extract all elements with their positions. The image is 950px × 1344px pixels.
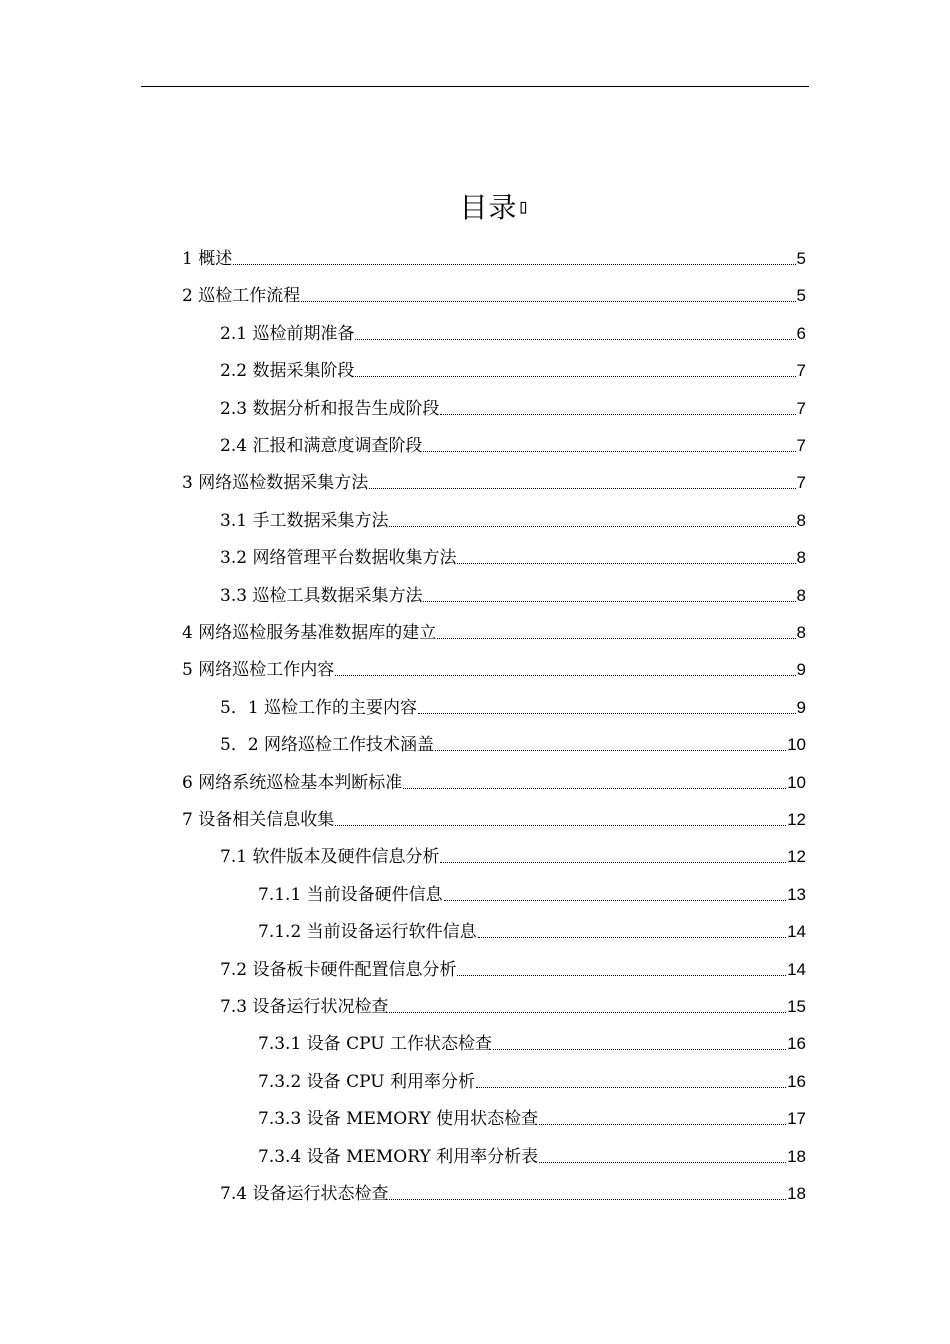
toc-entry[interactable] bbox=[220, 546, 806, 570]
toc-entry[interactable] bbox=[182, 471, 806, 495]
toc-entry-label: 2.4 汇报和满意度调查阶段 bbox=[220, 436, 423, 456]
toc-entry[interactable] bbox=[220, 359, 806, 383]
toc-entry[interactable] bbox=[258, 1145, 806, 1169]
toc-dot-leader bbox=[457, 958, 786, 982]
toc-dot-leader bbox=[493, 1032, 786, 1056]
toc-entry[interactable] bbox=[182, 284, 806, 308]
toc-entry-page-number: 7 bbox=[796, 436, 806, 455]
toc-entry-label: 7.3.3 设备 MEMORY 使用状态检查 bbox=[258, 1109, 539, 1129]
toc-title-text: 目录 bbox=[459, 191, 518, 224]
toc-dot-leader bbox=[335, 658, 795, 682]
toc-entry-label: 5 网络巡检工作内容 bbox=[182, 660, 335, 680]
toc-entry-label: 2.2 数据采集阶段 bbox=[220, 361, 355, 381]
toc-dot-leader bbox=[403, 771, 786, 795]
toc-entry-page-number: 10 bbox=[787, 735, 806, 754]
toc-entry-page-number: 18 bbox=[787, 1147, 806, 1166]
toc-entry-label: 5．1 巡检工作的主要内容 bbox=[220, 698, 418, 718]
toc-dot-leader bbox=[355, 359, 795, 383]
toc-dot-leader bbox=[389, 509, 795, 533]
toc-entry-page-number: 14 bbox=[787, 960, 806, 979]
toc-entry-page-number: 5 bbox=[796, 249, 806, 268]
toc-entry-label: 7.3.2 设备 CPU 利用率分析 bbox=[258, 1072, 475, 1092]
toc-entry[interactable] bbox=[220, 397, 806, 421]
toc-entry[interactable] bbox=[258, 1107, 806, 1131]
toc-entry[interactable] bbox=[220, 958, 806, 982]
toc-entry-page-number: 12 bbox=[787, 810, 806, 829]
toc-entry-page-number: 18 bbox=[787, 1184, 806, 1203]
toc-dot-leader bbox=[423, 584, 795, 608]
toc-entry-label: 7.1 软件版本及硬件信息分析 bbox=[220, 847, 440, 867]
toc-entry-page-number: 5 bbox=[796, 286, 806, 305]
toc-dot-leader bbox=[389, 1182, 786, 1206]
toc-dot-leader bbox=[440, 397, 795, 421]
toc-entry-label: 7.1.2 当前设备运行软件信息 bbox=[258, 922, 477, 942]
toc-dot-leader bbox=[389, 995, 786, 1019]
toc-entry-page-number: 16 bbox=[787, 1034, 806, 1053]
toc-dot-leader bbox=[355, 322, 795, 346]
toc-entry-label: 4 网络巡检服务基准数据库的建立 bbox=[182, 623, 437, 643]
toc-entry-label: 7.3.4 设备 MEMORY 利用率分析表 bbox=[258, 1147, 539, 1167]
toc-entry-page-number: 16 bbox=[787, 1072, 806, 1091]
toc-entry[interactable] bbox=[220, 995, 806, 1019]
toc-entry[interactable] bbox=[258, 920, 806, 944]
toc-entry[interactable] bbox=[258, 883, 806, 907]
toc-entry[interactable] bbox=[220, 584, 806, 608]
toc-entry[interactable] bbox=[258, 1032, 806, 1056]
toc-dot-leader bbox=[478, 920, 786, 944]
toc-entry[interactable] bbox=[182, 247, 806, 271]
toc-entry-page-number: 8 bbox=[796, 548, 806, 567]
toc-entry-label: 3.1 手工数据采集方法 bbox=[220, 511, 389, 531]
toc-dot-leader bbox=[437, 621, 795, 645]
toc-entry-label: 7 设备相关信息收集 bbox=[182, 810, 335, 830]
toc-entry-label: 3.2 网络管理平台数据收集方法 bbox=[220, 548, 457, 568]
toc-dot-leader bbox=[457, 546, 795, 570]
toc-entry[interactable] bbox=[220, 434, 806, 458]
toc-entry-label: 2.3 数据分析和报告生成阶段 bbox=[220, 399, 440, 419]
toc-entry-page-number: 8 bbox=[796, 586, 806, 605]
toc-entry-page-number: 7 bbox=[796, 399, 806, 418]
toc-entry-label: 7.1.1 当前设备硬件信息 bbox=[258, 885, 443, 905]
toc-dot-leader bbox=[539, 1145, 786, 1169]
toc-entry-label: 7.4 设备运行状态检查 bbox=[220, 1184, 389, 1204]
toc-entry[interactable] bbox=[220, 509, 806, 533]
toc-entry-page-number: 10 bbox=[787, 773, 806, 792]
toc-entry-label: 2.1 巡检前期准备 bbox=[220, 324, 355, 344]
header-rule bbox=[141, 86, 809, 87]
toc-entry-page-number: 17 bbox=[787, 1109, 806, 1128]
toc-entry-label: 1 概述 bbox=[182, 249, 233, 269]
toc-entry-label: 3.3 巡检工具数据采集方法 bbox=[220, 586, 423, 606]
toc-dot-leader bbox=[369, 471, 795, 495]
toc-dot-leader bbox=[435, 733, 786, 757]
toc-entry-page-number: 9 bbox=[796, 698, 806, 717]
toc-dot-leader bbox=[476, 1070, 786, 1094]
toc-entry[interactable] bbox=[182, 808, 806, 832]
toc-entry-page-number: 13 bbox=[787, 885, 806, 904]
toc-entry[interactable] bbox=[220, 733, 806, 757]
toc-title bbox=[0, 186, 950, 226]
toc-entry-label: 7.3 设备运行状况检查 bbox=[220, 997, 389, 1017]
toc-entry-label: 2 巡检工作流程 bbox=[182, 286, 301, 306]
toc-dot-leader bbox=[440, 845, 786, 869]
toc-title-mark: ▯ bbox=[517, 194, 531, 218]
toc-dot-leader bbox=[539, 1107, 786, 1131]
toc-entry[interactable] bbox=[220, 845, 806, 869]
toc-entry-label: 7.3.1 设备 CPU 工作状态检查 bbox=[258, 1034, 492, 1054]
toc-entry-label: 7.2 设备板卡硬件配置信息分析 bbox=[220, 960, 457, 980]
toc-entry-page-number: 6 bbox=[796, 324, 806, 343]
toc-entry-page-number: 7 bbox=[796, 361, 806, 380]
toc-entry[interactable] bbox=[182, 771, 806, 795]
toc-entry-page-number: 12 bbox=[787, 847, 806, 866]
toc-entry[interactable] bbox=[182, 658, 806, 682]
toc-entry-page-number: 15 bbox=[787, 997, 806, 1016]
toc-entry-page-number: 8 bbox=[796, 511, 806, 530]
toc-entry-page-number: 7 bbox=[796, 473, 806, 492]
toc-dot-leader bbox=[423, 434, 795, 458]
toc-entry-label: 6 网络系统巡检基本判断标准 bbox=[182, 773, 403, 793]
toc-entry[interactable] bbox=[220, 322, 806, 346]
toc-dot-leader bbox=[301, 284, 795, 308]
toc-dot-leader bbox=[233, 247, 795, 271]
toc-entry-label: 5．2 网络巡检工作技术涵盖 bbox=[220, 735, 435, 755]
toc-dot-leader bbox=[444, 883, 786, 907]
toc-dot-leader bbox=[418, 696, 795, 720]
toc-entry[interactable] bbox=[182, 621, 806, 645]
toc-entry[interactable] bbox=[220, 696, 806, 720]
toc-entry-page-number: 14 bbox=[787, 922, 806, 941]
toc-dot-leader bbox=[335, 808, 786, 832]
toc-entry-label: 3 网络巡检数据采集方法 bbox=[182, 473, 369, 493]
toc-entry[interactable] bbox=[220, 1182, 806, 1206]
toc-entry-page-number: 9 bbox=[796, 660, 806, 679]
toc-entry[interactable] bbox=[258, 1070, 806, 1094]
toc-entry-page-number: 8 bbox=[796, 623, 806, 642]
